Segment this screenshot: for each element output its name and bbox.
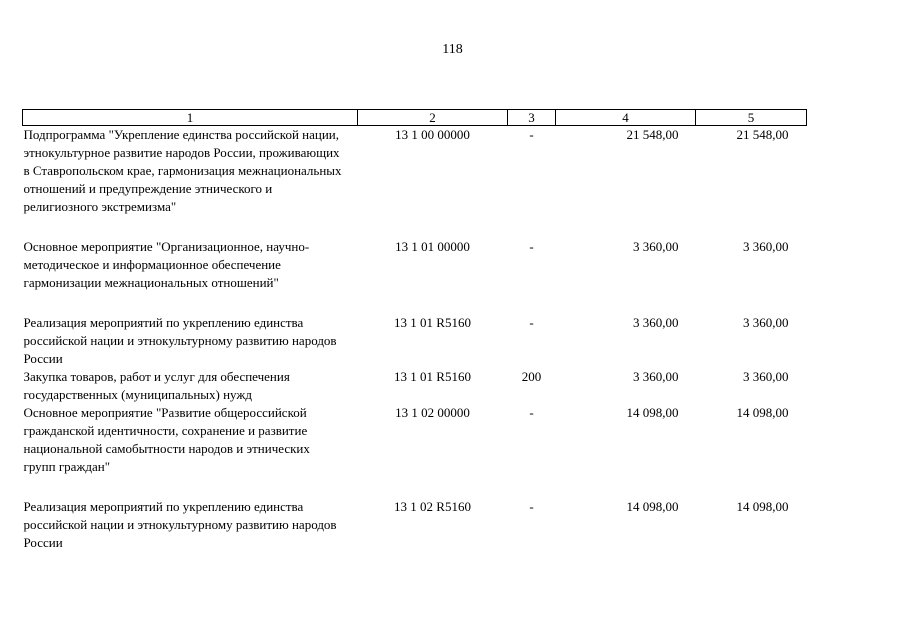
- table-row: [23, 498, 807, 552]
- row-amount-4: 21 548,00: [626, 127, 679, 142]
- row-type: -: [529, 405, 534, 420]
- row-code: 13 1 01 R5160: [394, 369, 471, 384]
- row-name: Основное мероприятие "Развитие общероссийской гражданской идентичности, сохранение и развитие национальной самобытности народов и этнических групп граждан": [23, 405, 310, 474]
- row-name: Реализация мероприятий по укреплению единства российской нации и этнокультурному развитию народов России: [23, 315, 337, 366]
- row-code: 13 1 01 R5160: [394, 315, 471, 330]
- budget-table: [22, 109, 807, 552]
- table-row: [23, 404, 807, 476]
- table-row: [23, 314, 807, 368]
- row-code: 13 1 02 00000: [395, 405, 470, 420]
- column-header-1: 1: [23, 110, 358, 126]
- row-code: 13 1 00 00000: [395, 127, 470, 142]
- table-row: [23, 368, 807, 404]
- row-name: Основное мероприятие "Организационное, научно-методическое и информационное обеспечение гармонизации межнациональных отношений": [23, 239, 310, 290]
- row-type: 200: [521, 369, 542, 384]
- row-amount-4: 3 360,00: [633, 369, 679, 384]
- row-amount-5: 3 360,00: [743, 369, 789, 384]
- row-amount-5: 3 360,00: [743, 239, 789, 254]
- row-amount-4: 14 098,00: [626, 405, 679, 420]
- row-code: 13 1 01 00000: [395, 239, 470, 254]
- column-header-5: 5: [696, 110, 807, 126]
- page-number: 118: [442, 42, 463, 57]
- row-type: -: [529, 315, 534, 330]
- table-row: [23, 238, 807, 292]
- table-header-row: [23, 110, 807, 126]
- row-amount-5: 14 098,00: [736, 405, 789, 420]
- column-header-4: 4: [556, 110, 696, 126]
- row-type: -: [529, 127, 534, 142]
- row-amount-5: 3 360,00: [743, 315, 789, 330]
- row-amount-4: 3 360,00: [633, 239, 679, 254]
- column-header-3: 3: [508, 110, 556, 126]
- row-spacer: [23, 216, 807, 238]
- column-header-2: 2: [358, 110, 508, 126]
- row-name: Реализация мероприятий по укреплению единства российской нации и этнокультурному развитию народов России: [23, 499, 337, 550]
- row-name: Подпрограмма "Укрепление единства российской нации, этнокультурное развитие народов России, проживающих в Ставропольском крае, гармонизация межнациональных отношений и предупреждение этнического и религиозного экстремизма": [23, 127, 342, 214]
- row-code: 13 1 02 R5160: [394, 499, 471, 514]
- row-amount-5: 14 098,00: [736, 499, 789, 514]
- row-amount-4: 3 360,00: [633, 315, 679, 330]
- table-row: [23, 126, 807, 217]
- row-amount-4: 14 098,00: [626, 499, 679, 514]
- row-amount-5: 21 548,00: [736, 127, 789, 142]
- row-type: -: [529, 239, 534, 254]
- row-spacer: [23, 292, 807, 314]
- row-type: -: [529, 499, 534, 514]
- row-name: Закупка товаров, работ и услуг для обеспечения государственных (муниципальных) нужд: [23, 369, 290, 402]
- row-spacer: [23, 476, 807, 498]
